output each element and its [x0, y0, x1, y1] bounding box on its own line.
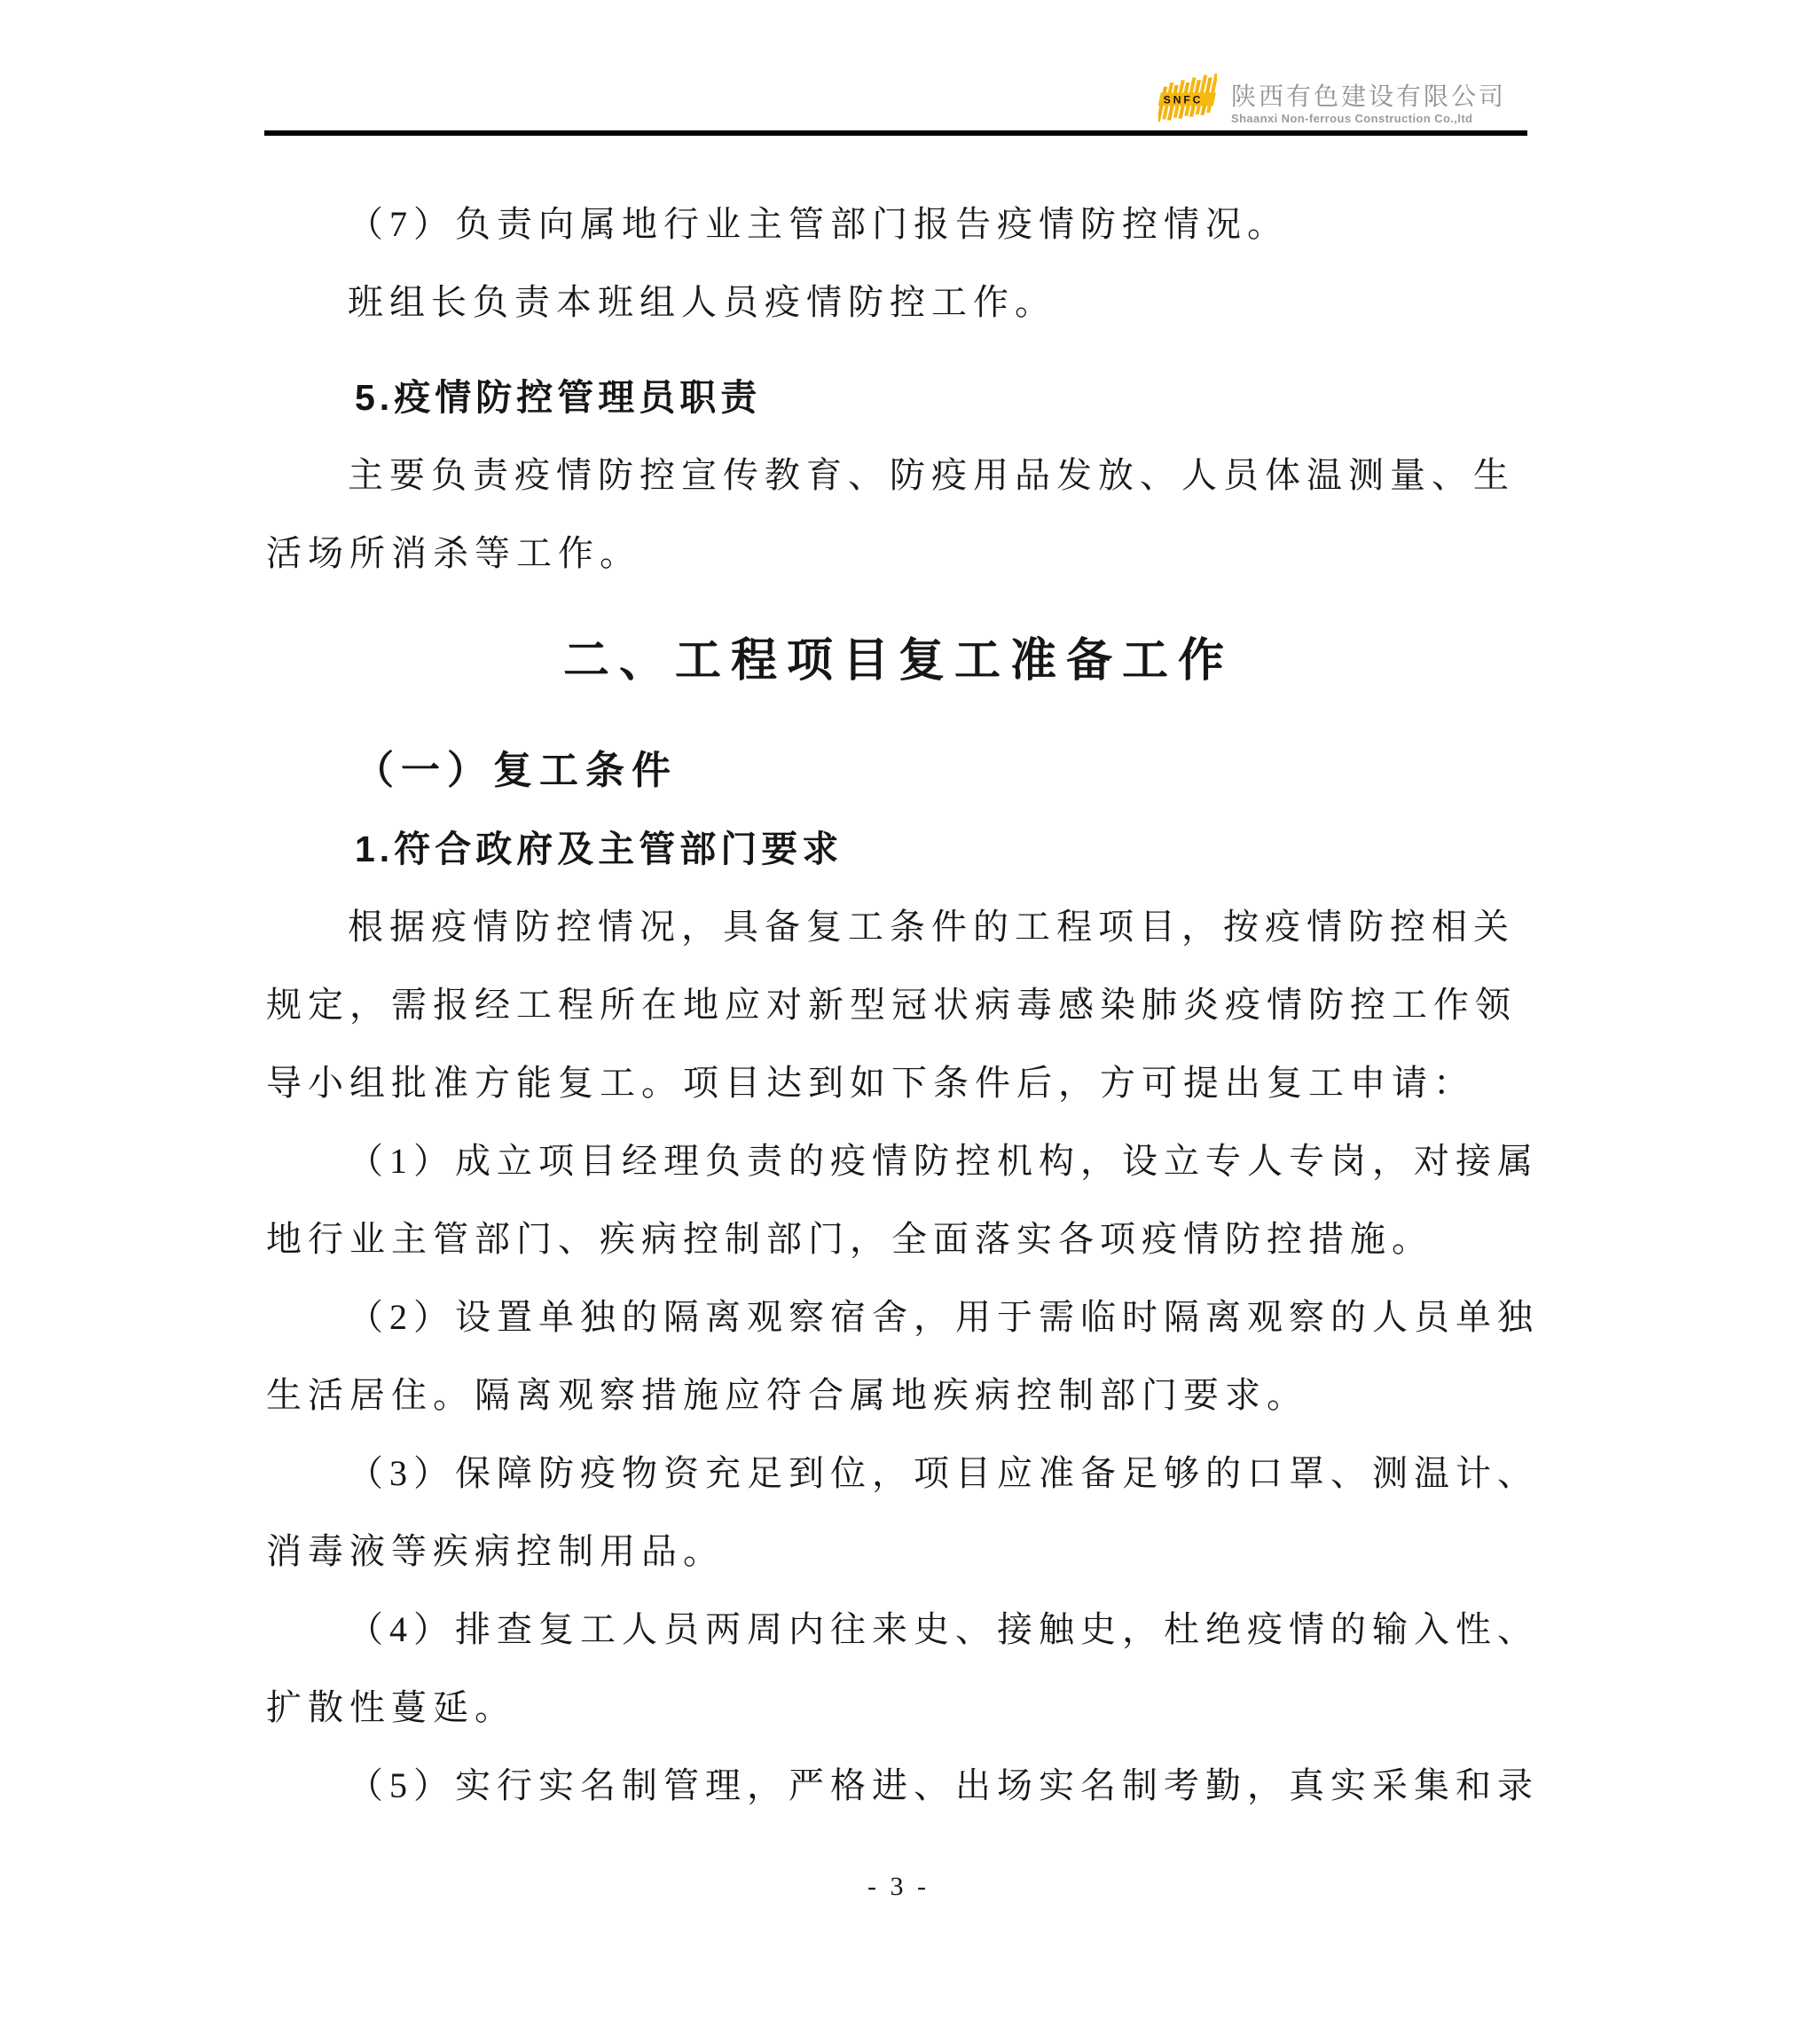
company-name-english: Shaanxi Non-ferrous Construction Co.,ltd — [1231, 112, 1473, 125]
company-name-block — [1231, 71, 1506, 126]
section-heading: 5.疫情防控管理员职责 — [355, 377, 762, 418]
doc-line: 规定，需报经工程所在地应对新型冠状病毒感染肺炎疫情防控工作领 — [266, 985, 1517, 1025]
snfc-logo-abbr: SNFC — [1163, 93, 1204, 106]
doc-line: 地行业主管部门、疾病控制部门，全面落实各项疫情防控措施。 — [266, 1219, 1433, 1259]
page-number: - 3 - — [867, 1872, 930, 1901]
doc-line: （4）排查复工人员两周内往来史、接触史，杜绝疫情的输入性、 — [348, 1609, 1539, 1649]
doc-line: 生活居住。隔离观察措施应符合属地疾病控制部门要求。 — [266, 1375, 1308, 1415]
doc-line: （2）设置单独的隔离观察宿舍，用于需临时隔离观察的人员单独 — [348, 1297, 1539, 1337]
doc-line: 根据疫情防控情况，具备复工条件的工程项目，按疫情防控相关 — [348, 907, 1515, 947]
doc-line: （3）保障防疫物资充足到位，项目应准备足够的口罩、测温计、 — [348, 1453, 1539, 1493]
subsection-heading: （一）复工条件 — [355, 749, 678, 792]
doc-line: （1）成立项目经理负责的疫情防控机构，设立专人专岗，对接属 — [348, 1141, 1539, 1181]
doc-line: 消毒液等疾病控制用品。 — [266, 1531, 725, 1571]
snfc-logo-icon — [1158, 71, 1217, 124]
doc-line: 导小组批准方能复工。项目达到如下条件后，方可提出复工申请： — [266, 1063, 1475, 1103]
doc-line: （7）负责向属地行业主管部门报告疫情防控情况。 — [348, 204, 1289, 244]
doc-line: （5）实行实名制管理，严格进、出场实名制考勤，真实采集和录 — [348, 1765, 1539, 1805]
document-body — [266, 185, 1539, 1825]
chapter-title: 二、工程项目复工准备工作 — [562, 635, 1234, 687]
header-rule — [264, 130, 1527, 136]
doc-line: 主要负责疫情防控宣传教育、防疫用品发放、人员体温测量、生 — [348, 455, 1515, 495]
doc-line: 扩散性蔓延。 — [266, 1687, 516, 1727]
section-heading: 1.符合政府及主管部门要求 — [355, 829, 844, 869]
doc-line: 班组长负责本班组人员疫情防控工作。 — [348, 282, 1056, 322]
company-logo — [1158, 71, 1506, 126]
doc-line: 活场所消杀等工作。 — [266, 533, 641, 573]
company-name-chinese: 陕西有色建设有限公司 — [1231, 83, 1507, 110]
